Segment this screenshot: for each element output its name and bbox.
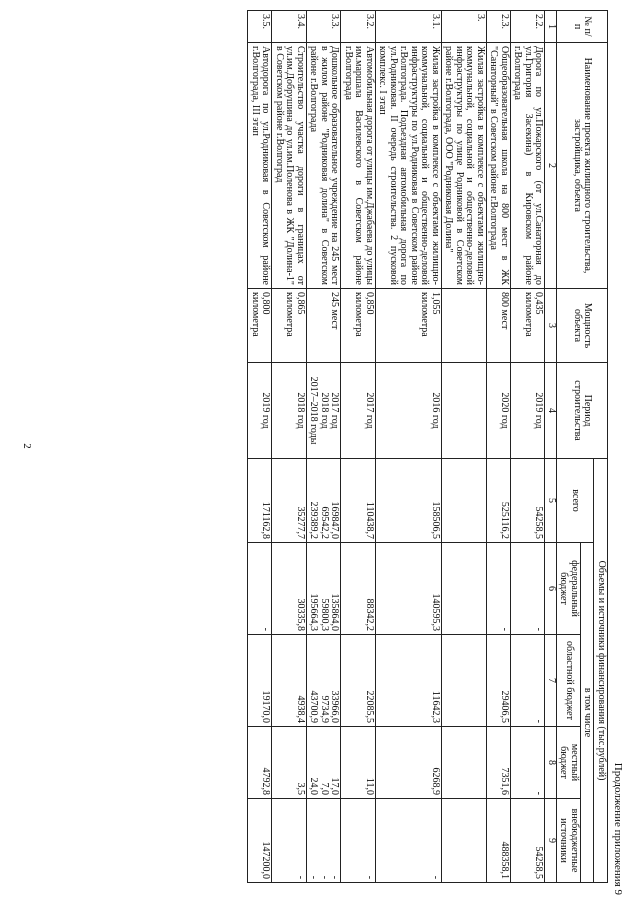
row-regional: 29406,5 xyxy=(487,635,511,727)
header-local: местный бюджет xyxy=(557,727,581,799)
row-total: 54258,5 xyxy=(511,459,546,543)
row-regional: 11642,3 xyxy=(376,635,442,727)
row-local xyxy=(442,727,487,799)
row-extra-line: - xyxy=(319,875,330,880)
col-index: 1 xyxy=(545,11,557,43)
row-local-line: 17,0 xyxy=(329,777,341,795)
row-total xyxy=(307,459,342,543)
row-period: 2019 год xyxy=(511,363,546,459)
page-number: 2 xyxy=(20,443,33,449)
row-period: 2020 год xyxy=(487,363,511,459)
col-index: 4 xyxy=(545,363,557,459)
col-index: 8 xyxy=(545,727,557,799)
table-row xyxy=(341,11,376,883)
row-regional: 4938,4 xyxy=(272,635,307,727)
row-no: 2.3. xyxy=(487,11,511,43)
table-row xyxy=(511,11,546,883)
row-extra: 147200,0 xyxy=(248,799,272,883)
row-capacity xyxy=(442,289,487,363)
row-capacity: 0,865 километра xyxy=(272,289,307,363)
row-regional xyxy=(442,635,487,727)
row-period: 2016 год xyxy=(376,363,442,459)
row-local xyxy=(307,727,342,799)
continuation-note: Продолжение приложения 9 xyxy=(612,762,624,895)
row-regional-line: 43700,9 xyxy=(308,690,320,723)
row-extra: 54258,5 xyxy=(511,799,546,883)
financing-table xyxy=(248,10,609,883)
row-name: Жилая застройка в комплексе с объектами жилищно-коммунальной, социальной и общественно-деловой инфраструктуры по ул.Родниковая в Советском районе г.Волгограда. Подъездная автомобильная дорога по ул.Родниковая. II очередь строительства. 2 пусковой комплекс. I этап xyxy=(376,43,442,289)
row-federal xyxy=(442,543,487,635)
table-row xyxy=(376,11,442,883)
row-total xyxy=(442,459,487,543)
row-local: 4792,8 xyxy=(248,727,272,799)
header-volumes: Объемы и источники финансирования (тыс.рублей) xyxy=(594,459,608,883)
row-capacity: 245 мест xyxy=(307,289,342,363)
row-extra xyxy=(307,799,342,883)
row-extra-line: - xyxy=(329,875,341,880)
col-index: 3 xyxy=(545,289,557,363)
row-extra: 488358,1 xyxy=(487,799,511,883)
row-capacity: 0,800 километра xyxy=(248,289,272,363)
row-regional-line: 33966,0 xyxy=(329,690,341,723)
header-period: Период строительства xyxy=(557,363,608,459)
row-period-line: 2018 год xyxy=(319,392,330,429)
row-name: Автодорога по ул.Родниковая в Советском районе г.Волгограда, III этап xyxy=(248,43,272,289)
row-local-line: 24,0 xyxy=(308,777,320,795)
table-row xyxy=(442,11,487,883)
row-total: 525116,2 xyxy=(487,459,511,543)
row-extra: - xyxy=(341,799,376,883)
row-total: 158506,5 xyxy=(376,459,442,543)
row-local: 6268,9 xyxy=(376,727,442,799)
row-regional: 19170,0 xyxy=(248,635,272,727)
row-no: 3.3. xyxy=(307,11,342,43)
row-no: 3. xyxy=(442,11,487,43)
header-federal: федеральный бюджет xyxy=(557,543,581,635)
row-capacity: 800 мест xyxy=(487,289,511,363)
row-capacity: 1,055 километра xyxy=(376,289,442,363)
row-total-line: 239389,2 xyxy=(308,501,320,539)
row-total-line: 69542,2 xyxy=(319,506,330,539)
col-index: 2 xyxy=(545,43,557,289)
row-federal: - xyxy=(487,543,511,635)
row-no: 3.2. xyxy=(341,11,376,43)
header-incl: в том числе xyxy=(581,543,595,883)
row-period xyxy=(307,363,342,459)
row-federal: - xyxy=(248,543,272,635)
col-index: 7 xyxy=(545,635,557,727)
row-extra-line: - xyxy=(308,875,320,880)
row-period-line: 2017–2018 годы xyxy=(308,376,320,445)
row-local: 7351,6 xyxy=(487,727,511,799)
row-local: - xyxy=(511,727,546,799)
row-federal: - xyxy=(511,543,546,635)
header-no: № п/п xyxy=(557,11,608,43)
row-name: Жилая застройка в комплексе с объектами жилищно-коммунальной, социальной и общественно-деловой инфраструктуры по улице Родниковой в Советском районе г.Волгограда, ООО "Родниковая Долина" xyxy=(442,43,487,289)
row-name: Дорога по ул.Пожарского (от ул.Санаторная до ул.Григория Засекина) в Кировском районе г.Волгограда xyxy=(511,43,546,289)
row-local: 11,0 xyxy=(341,727,376,799)
row-period xyxy=(442,363,487,459)
header-extra: внебюджетные источники xyxy=(557,799,581,883)
row-no: 3.1. xyxy=(376,11,442,43)
row-period-line: 2017 год xyxy=(329,392,341,429)
table-row xyxy=(248,11,272,883)
col-index: 9 xyxy=(545,799,557,883)
row-total-line: 169847,0 xyxy=(329,501,341,539)
row-capacity: 0,435 километра xyxy=(511,289,546,363)
row-name: Дошкольное образовательное учреждение на 245 мест в жилом районе "Родниковая долина" в Советском районе г.Волгограда xyxy=(307,43,342,289)
table-row xyxy=(487,11,511,883)
row-no: 3.4. xyxy=(272,11,307,43)
row-period: 2019 год xyxy=(248,363,272,459)
header-capacity: Мощность объекта xyxy=(557,289,608,363)
row-no: 3.5. xyxy=(248,11,272,43)
col-index: 5 xyxy=(545,459,557,543)
row-period: 2017 год xyxy=(341,363,376,459)
row-federal: 140595,3 xyxy=(376,543,442,635)
row-total: 110438,7 xyxy=(341,459,376,543)
row-name: Строительство участка дороги в границах от ул.им.Добрушина до ул.им.Поленова в ЖК "Долина-1" в Советском районе г.Волгоград xyxy=(272,43,307,289)
row-regional: 22085,5 xyxy=(341,635,376,727)
row-regional-line: 9734,9 xyxy=(319,695,330,723)
column-index-row xyxy=(545,11,557,883)
header-total: всего xyxy=(557,459,595,543)
table-row xyxy=(307,11,342,883)
header-name: Наименование проекта жилищного строительства, застройщика, объекта xyxy=(557,43,608,289)
header-regional: областной бюджет xyxy=(557,635,581,727)
row-federal: 88342,2 xyxy=(341,543,376,635)
row-total: 35277,7 xyxy=(272,459,307,543)
row-extra: - xyxy=(376,799,442,883)
table-row xyxy=(272,11,307,883)
row-capacity: 0,850 километра xyxy=(341,289,376,363)
row-regional: - xyxy=(511,635,546,727)
row-name: Общеобразовательная школа на 800 мест в ЖК "Санаторный" в Советском районе г.Волгограда xyxy=(487,43,511,289)
row-total: 171162,8 xyxy=(248,459,272,543)
row-extra xyxy=(442,799,487,883)
row-federal-line: 195664,3 xyxy=(308,593,320,631)
row-local-line: 7,0 xyxy=(319,782,330,795)
row-no: 2.2. xyxy=(511,11,546,43)
row-federal-line: 135864,0 xyxy=(329,593,341,631)
row-federal xyxy=(307,543,342,635)
row-federal-line: 59800,3 xyxy=(319,598,330,631)
row-name: Автомобильная дорога от улицы им.Джабаева до улицы им.маршала Василевского в Советском районе г.Волгограда xyxy=(341,43,376,289)
table-body xyxy=(248,11,545,883)
row-period: 2018 год xyxy=(272,363,307,459)
row-extra: - xyxy=(272,799,307,883)
col-index: 6 xyxy=(545,543,557,635)
row-federal: 30335,8 xyxy=(272,543,307,635)
row-regional xyxy=(307,635,342,727)
row-local: 3,5 xyxy=(272,727,307,799)
